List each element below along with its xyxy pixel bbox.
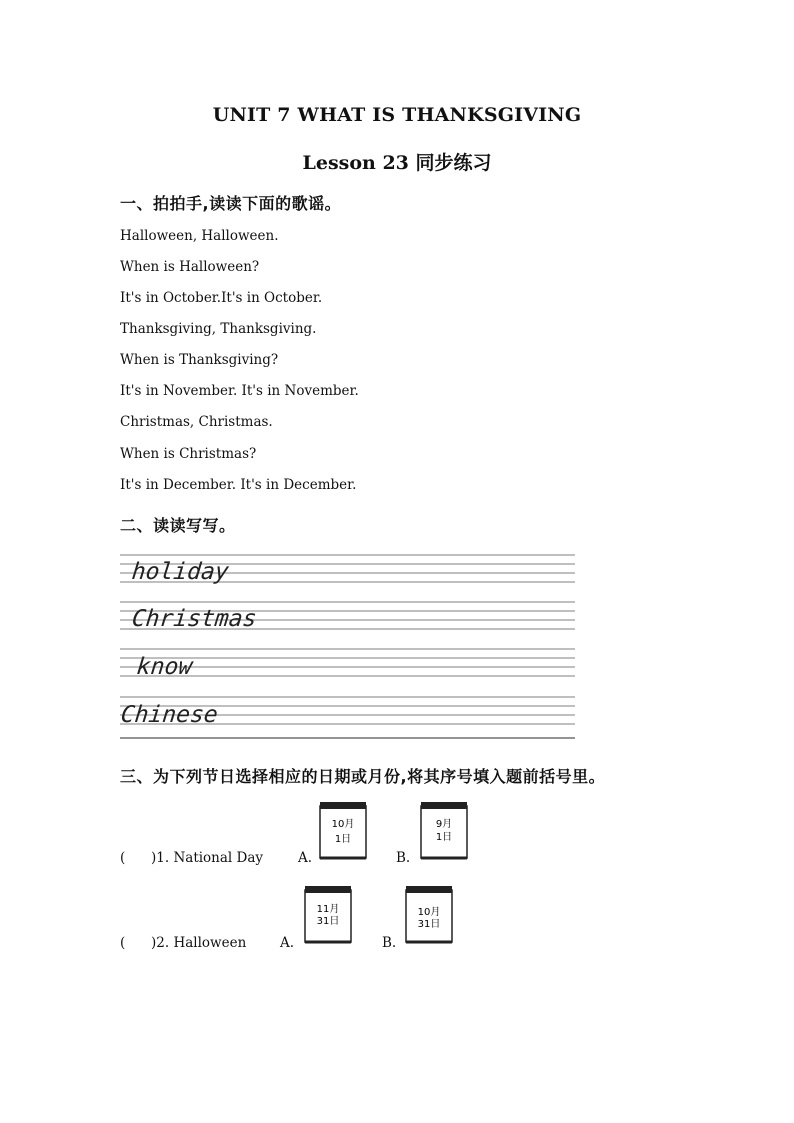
lesson-subtitle: Lesson 23 同步练习 [302, 152, 492, 174]
svg-text:1日: 1日 [334, 834, 352, 845]
option-b-label: B. [396, 850, 411, 866]
practice-word: Chinese [120, 702, 220, 728]
page-title: UNIT 7 WHAT IS THANKSGIVING [212, 104, 582, 126]
svg-text:10月: 10月 [417, 907, 441, 918]
rhyme-line: It's in December. It's in December. [120, 477, 357, 493]
rhyme-line: When is Thanksgiving? [120, 352, 279, 368]
svg-text:31日: 31日 [417, 919, 441, 930]
option-a-label: A. [298, 850, 313, 866]
svg-text:11月: 11月 [316, 904, 340, 915]
question-2: ( )2. Halloween [120, 935, 247, 951]
calendar-icon [318, 802, 368, 860]
rhyme-line: Halloween, Halloween. [120, 228, 279, 244]
rhyme-line: Christmas, Christmas. [120, 414, 273, 430]
svg-text:1日: 1日 [435, 832, 453, 843]
calendar-icon [419, 802, 469, 860]
calendar-icon [404, 886, 454, 944]
svg-text:10月: 10月 [331, 819, 355, 830]
option-a-label: A. [280, 935, 295, 951]
practice-word: know [135, 654, 194, 680]
rhyme-line: It's in October.It's in October. [120, 290, 323, 306]
rhyme-line: It's in November. It's in November. [120, 383, 359, 399]
option-b-label: B. [382, 935, 397, 951]
svg-text:31日: 31日 [316, 916, 340, 927]
rhyme-line: When is Christmas? [120, 446, 257, 462]
handwriting-practice-lines [120, 552, 575, 740]
practice-word: Christmas [130, 606, 258, 632]
rhyme-line: When is Halloween? [120, 259, 260, 275]
section-2-heading: 二、读读写写。 [120, 516, 236, 535]
question-1: ( )1. National Day [120, 850, 264, 866]
section-3-heading: 三、为下列节日选择相应的日期或月份,将其序号填入题前括号里。 [120, 767, 606, 786]
svg-text:9月: 9月 [435, 819, 453, 830]
practice-word: holiday [130, 559, 231, 585]
calendar-icon [303, 886, 353, 944]
rhyme-line: Thanksgiving, Thanksgiving. [120, 321, 317, 337]
section-1-heading: 一、拍拍手,读读下面的歌谣。 [120, 194, 342, 213]
